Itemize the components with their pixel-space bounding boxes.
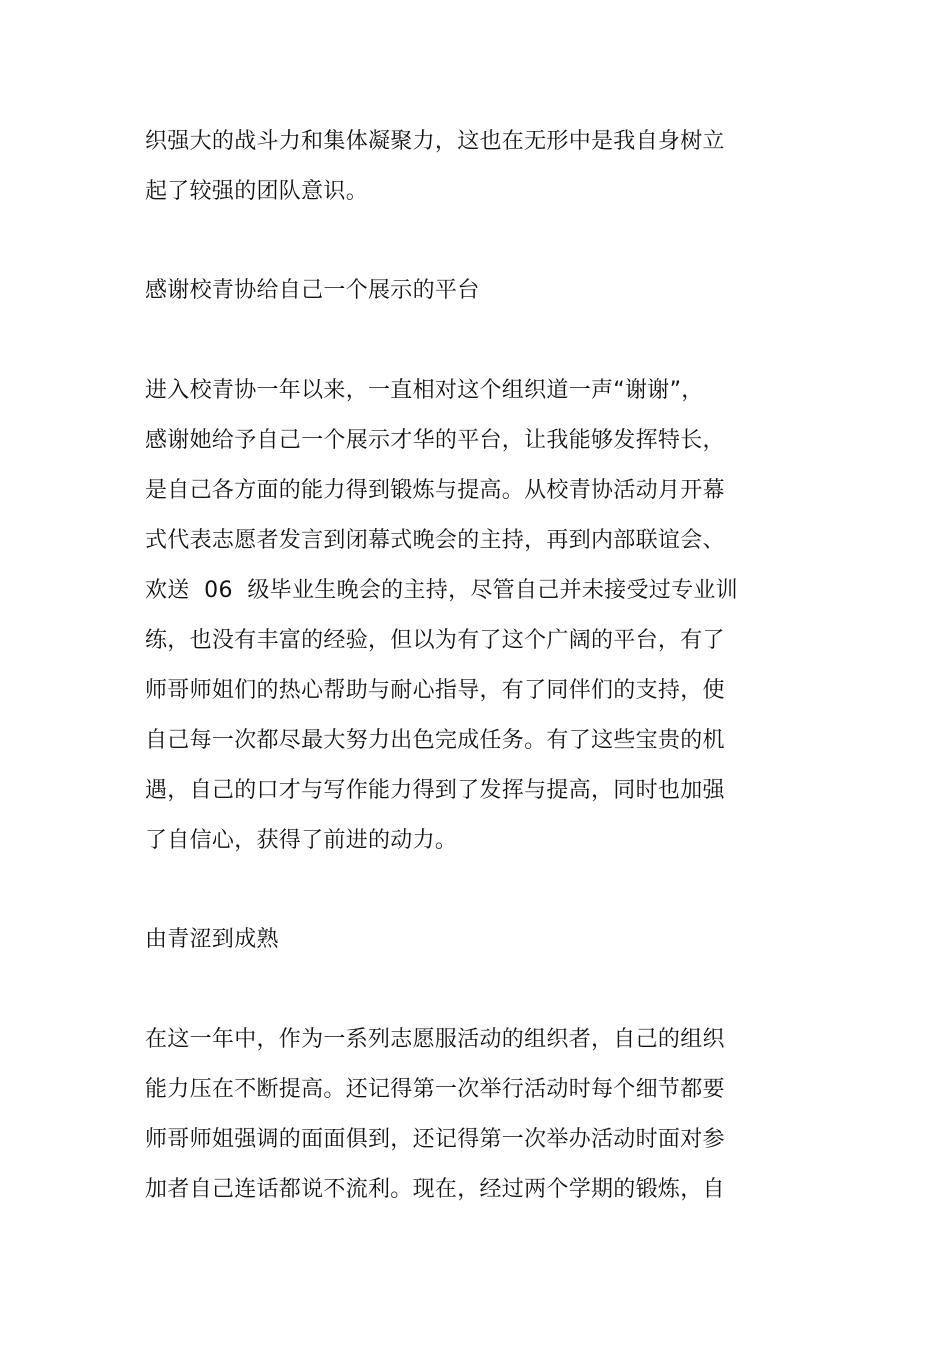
paragraph-line: 练，也没有丰富的经验，但以为有了这个广阔的平台，有了	[145, 628, 725, 653]
paragraph-line: 进入校青协一年以来，一直相对这个组织道一声“谢谢”，	[145, 378, 704, 403]
paragraph-line: 加者自己连话都说不流利。现在，经过两个学期的锻炼，自	[145, 1177, 725, 1202]
paragraph-line: 是自己各方面的能力得到锻炼与提高。从校青协活动月开幕	[145, 478, 725, 503]
paragraph-line: 织强大的战斗力和集体凝聚力，这也在无形中是我自身树立	[145, 129, 725, 154]
paragraph-line: 能力压在不断提高。还记得第一次举行活动时每个细节都要	[145, 1077, 725, 1102]
paragraph-line: 遇，自己的口才与写作能力得到了发挥与提高，同时也加强	[145, 778, 725, 803]
paragraph-line: 师哥师姐强调的面面俱到，还记得第一次举办活动时面对参	[145, 1127, 725, 1152]
paragraph-line: 在这一年中，作为一系列志愿服活动的组织者，自己的组织	[145, 1027, 725, 1052]
paragraph-line: 欢送 06 级毕业生晚会的主持，尽管自己并未接受过专业训	[145, 578, 738, 603]
paragraph-line: 自己每一次都尽最大努力出色完成任务。有了这些宝贵的机	[145, 728, 725, 753]
paragraph-line: 了自信心，获得了前进的动力。	[145, 828, 458, 853]
section-heading: 感谢校青协给自己一个展示的平台	[145, 278, 480, 303]
paragraph-line: 起了较强的团队意识。	[145, 179, 369, 204]
paragraph-line: 师哥师姐们的热心帮助与耐心指导，有了同伴们的支持，使	[145, 678, 725, 703]
section-heading: 由青涩到成熟	[145, 927, 279, 952]
paragraph-line: 感谢她给予自己一个展示才华的平台，让我能够发挥特长，	[145, 428, 725, 453]
paragraph-line: 式代表志愿者发言到闭幕式晚会的主持，再到内部联谊会、	[145, 528, 725, 553]
